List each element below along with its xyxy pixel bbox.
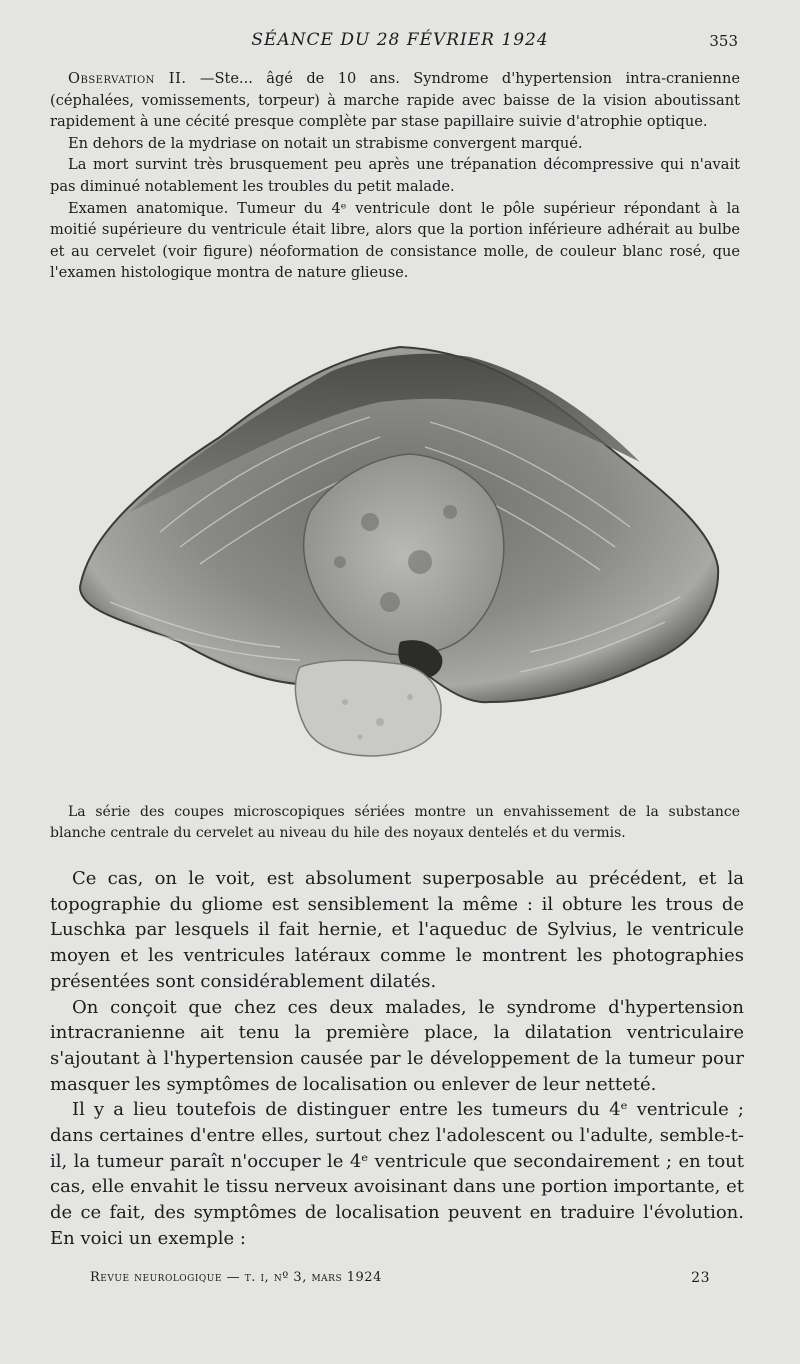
observation-text: —Ste... âgé de 10 ans. Syndrome d'hypertension intra-cranienne (céphalées, vomissements, torpeur) à marche rapide avec baisse de la vision aboutissant rapidement à une cécité presque complète par stase papillaire suivie d'atrophie optique. xyxy=(50,70,740,131)
body-paragraph-2: On conçoit que chez ces deux malades, le syndrome d'hypertension intracranienne ait tenu la première place, la dilatation ventriculaire s'ajoutant à l'hypertension causée par le développement de la tumeur pour masquer les symptômes de localisation ou enlever de leur netteté. xyxy=(50,996,744,1095)
death-paragraph: La mort survint très brusquement peu après une trépanation décompressive qui n'avait pas diminué notablement les troubles du petit malade. xyxy=(50,156,740,195)
body-text xyxy=(50,866,744,1252)
specimen-photograph xyxy=(70,342,722,762)
mydriasis-paragraph: En dehors de la mydriase on notait un strabisme convergent marqué. xyxy=(68,134,583,152)
printer-signature: 23 xyxy=(691,1270,710,1286)
caption-text: La série des coupes microscopiques sériées montre un envahissement de la substance blanche centrale du cervelet au niveau du hile des noyaux dentelés et du vermis. xyxy=(50,804,740,841)
page-footer xyxy=(90,1270,740,1285)
figure-caption xyxy=(50,802,740,844)
body-paragraph-3: Il y a lieu toutefois de distinguer entre les tumeurs du 4ᵉ ventricule ; dans certaines d'entre elles, surtout chez l'adolescent ou l'adulte, semble-t-il, la tumeur paraît n'occuper le 4ᵉ ventricule que secondairement ; en tout cas, elle envahit le tissu nerveux avoisinant dans une portion importante, et de ce fait, des symptômes de localisation peuvent en traduire l'évolution. En voici un exemple : xyxy=(50,1099,744,1249)
observation-section xyxy=(50,68,740,284)
page-number: 353 xyxy=(709,32,738,50)
journal-reference: Revue neurologique — t. i, nº 3, mars 1924 xyxy=(90,1270,382,1285)
body-paragraph-1: Ce cas, on le voit, est absolument superposable au précédent, et la topographie du gliome est sensiblement la même : il obture les trous de Luschka par lesquels il fait hernie, et l'aqueduc de Sylvius, le ventricule moyen et les ventricules latéraux comme le montrent les photographies présentées sont considérablement dilatés. xyxy=(50,868,744,992)
running-title: SÉANCE DU 28 FÉVRIER 1924 xyxy=(251,30,549,50)
observation-paragraph xyxy=(50,68,740,133)
anatomy-paragraph: Examen anatomique. Tumeur du 4ᵉ ventricule dont le pôle supérieur répondant à la moitié supérieure du ventricule était libre, alors que la portion inférieure adhérait au bulbe et au cervelet (voir figure) néoformation de consistance molle, de couleur blanc rosé, que l'examen histologique montra de nature glieuse. xyxy=(50,199,740,282)
cerebellum-section-image xyxy=(70,342,722,762)
observation-label: Observation II. xyxy=(68,70,187,87)
